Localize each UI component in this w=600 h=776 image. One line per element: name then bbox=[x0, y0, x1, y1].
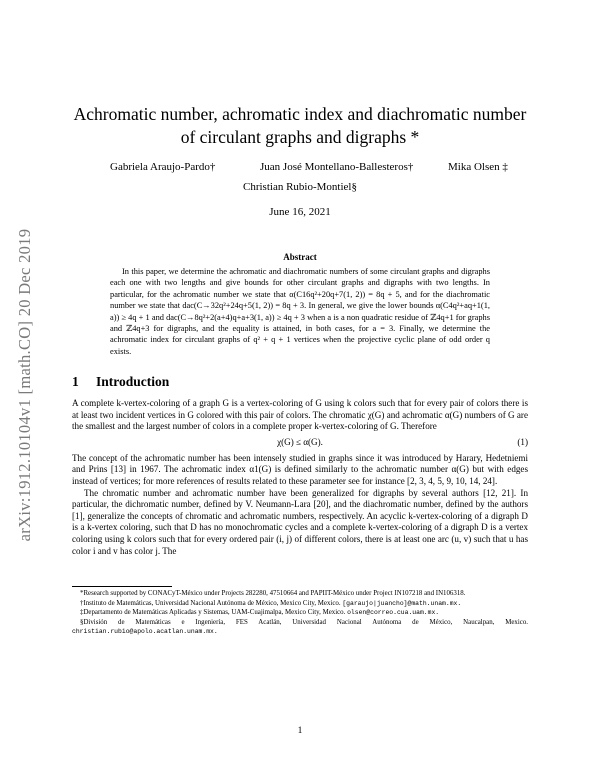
arxiv-id: arXiv:1912.10104v1 [math.CO] 20 Dec 2019 bbox=[15, 228, 34, 542]
footnote-affiliation-3-text: §División de Matemáticas e Ingeniería, FES Acatlán, Universidad Nacional Autónoma de México, Naucalpan, Mexico. bbox=[80, 619, 528, 627]
footnote-affiliation-3 bbox=[72, 619, 528, 636]
equation-1 bbox=[72, 435, 528, 451]
email-3[interactable]: christian.rubio@apolo.acatlan.unam.mx. bbox=[72, 627, 218, 635]
arxiv-sidebar-stamp bbox=[8, 175, 42, 595]
author-2: Juan José Montellano-Ballesteros† bbox=[260, 161, 414, 173]
equation-content: χ(G) ≤ α(G). bbox=[277, 436, 323, 447]
footnote-affiliation-1 bbox=[72, 600, 528, 609]
author-1: Gabriela Araujo-Pardo† bbox=[110, 161, 216, 173]
footnote-affiliation-1-text: †Instituto de Matemáticas, Universidad Nacional Autónoma de México, Mexico City, Mexico. bbox=[80, 599, 341, 607]
email-2[interactable]: olsen@correo.cua.uam.mx. bbox=[347, 609, 440, 617]
abstract-heading: Abstract bbox=[283, 252, 317, 262]
author-3: Mika Olsen ‡ bbox=[448, 161, 508, 173]
paper-date: June 16, 2021 bbox=[269, 206, 331, 218]
paragraph-1: A complete k-vertex-coloring of a graph G is a vertex-coloring of G using k colors such that for every pair of colors there is at least two incident vertices in G colored with this pair of colors. The chromatic χ(G) and achromatic α(G) numbers of G are the smallest and the largest number of colors in a complete proper k-vertex-coloring of G. Therefore bbox=[72, 398, 528, 432]
footnote-affiliation-2 bbox=[72, 609, 528, 618]
paragraph-3: The chromatic number and achromatic number have been generalized for digraphs by several authors [12, 21]. In particular, the dichromatic number, defined by V. Neumann-Lara [20], and the diachromatic number, defined by the authors [1], generalize the concepts of chromatic and achromatic numbers, respectively. An acyclic k-vertex-coloring of a digraph D is a k-vertex coloring, such that D has no monochromatic cycles and a complete k-vertex-coloring of a digraph D is a vertex coloring using k colors such that for every ordered pair (i, j) of different colors, there is at least one arc (u, v) such that u has color i and v has color j. The bbox=[72, 487, 528, 556]
page-number: 1 bbox=[297, 726, 303, 736]
body-text bbox=[72, 398, 528, 557]
section-heading bbox=[72, 374, 169, 390]
footnotes bbox=[72, 590, 528, 638]
equation-number: (1) bbox=[517, 436, 528, 447]
paper-title: Achromatic number, achromatic index and diachromatic number of circulant graphs and digraphs * bbox=[73, 104, 527, 147]
footnote-rule bbox=[72, 586, 172, 587]
author-4: Christian Rubio-Montiel§ bbox=[243, 181, 357, 193]
paragraph-2: The concept of the achromatic number has been intensely studied in graphs since it was introduced by Harary, Hedetniemi and Prins [13] in 1967. The achromatic index α1(G) is defined similarly to the achromatic number α(G) but with edges instead of vertices; for more references of results related to these parameter see for instance [2, 3, 4, 5, 9, 10, 14, 24]. bbox=[72, 452, 528, 486]
section-title: Introduction bbox=[96, 374, 170, 389]
email-1[interactable]: [garaujo|juancho]@math.unam.mx. bbox=[342, 599, 462, 607]
footnote-funding: *Research supported by CONACyT-México under Projects 282280, 47510664 and PAPIIT-México under Project IN107218 and IN106318. bbox=[80, 590, 466, 597]
section-number: 1 bbox=[72, 374, 79, 389]
abstract-body bbox=[110, 266, 490, 357]
abstract-text: In this paper, we determine the achromatic and diachromatic numbers of some circulant graphs and digraphs each one with two lengths and give bounds for other circulant graphs and digraphs with two lengths. In particular, for the achromatic number we state that α(C16q²+20q+7(1, 2)) = 8q + 5, and for the diachromatic number we state that dac(C→32q²+24q+5(1, 2)) = 8q + 3. In general, we give the lower bounds α(C4q²+aq+1(1, a)) ≥ 4q + 1 and dac(C→8q²+2(a+4)q+a+3(1, a)) ≥ 4q + 3 when a is a non quadratic residue of ℤ4q+1 for graphs and ℤ4q+3 for digraphs, and the equality is attained, in both cases, for a = 3. Finally, we determine the achromatic index for circulant graphs of q² + q + 1 vertices when the projective cyclic plane of odd order q exists. bbox=[110, 267, 490, 356]
footnote-affiliation-2-text: ‡Departamento de Matemáticas Aplicadas y Sistemas, UAM-Cuajimalpa, Mexico City, Mexico. bbox=[80, 609, 346, 617]
